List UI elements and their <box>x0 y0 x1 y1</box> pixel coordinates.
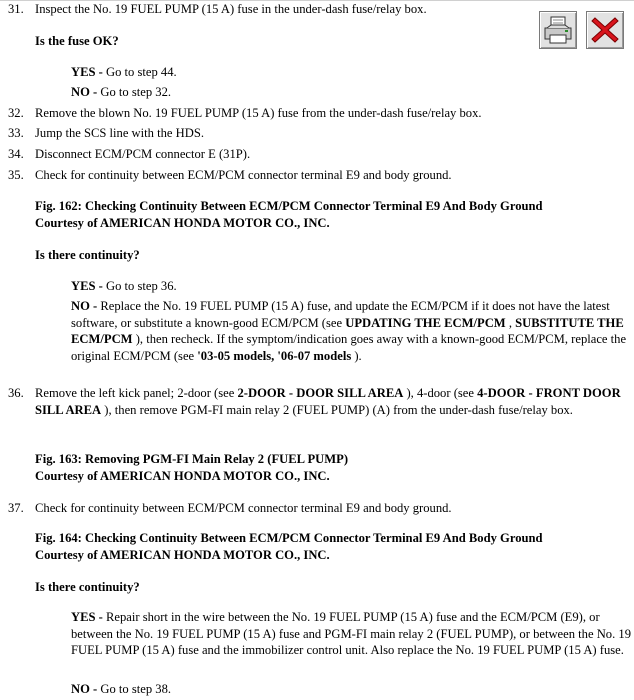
step-33 <box>8 125 628 142</box>
step-number: 31. <box>8 2 24 16</box>
step-text: Inspect the No. 19 FUEL PUMP (15 A) fuse in the under-dash fuse/relay box. <box>35 2 427 16</box>
step-number: 32. <box>8 106 24 120</box>
step-number: 37. <box>8 501 24 515</box>
figure-credit: Courtesy of AMERICAN HONDA MOTOR CO., INC. <box>35 468 330 483</box>
figure-162-caption <box>35 198 543 231</box>
close-x-icon <box>589 14 621 46</box>
step-text <box>35 385 628 418</box>
figure-title: Fig. 162: Checking Continuity Between ECM/PCM Connector Terminal E9 And Body Ground <box>35 199 543 213</box>
step-32 <box>8 105 628 122</box>
printer-icon <box>542 14 574 46</box>
figure-credit: Courtesy of AMERICAN HONDA MOTOR CO., INC. <box>35 547 330 562</box>
step-35 <box>8 167 628 184</box>
answer-label: YES - <box>71 279 103 293</box>
step-text-part: ), then remove PGM-FI main relay 2 (FUEL PUMP) (A) from the under-dash fuse/relay box. <box>101 402 573 417</box>
step-36 <box>8 385 628 418</box>
answer-31-no <box>71 84 631 101</box>
answer-label: NO - <box>71 299 98 313</box>
step-number: 35. <box>8 168 24 182</box>
link-updating-ecm-pcm[interactable]: UPDATING THE ECM/PCM <box>345 315 506 330</box>
question-37: Is there continuity? <box>35 580 140 594</box>
answer-text: ). <box>351 348 362 363</box>
step-number: 34. <box>8 147 24 161</box>
answer-text: Replace the No. 19 FUEL PUMP (15 A) fuse, and update the ECM/PCM if it does not have the latest software, or substitute a known-good ECM/PCM (see <box>71 299 610 330</box>
answer-31-yes <box>71 64 631 81</box>
link-4-door-front-sill-area[interactable]: 4-DOOR - FRONT DOOR SILL AREA <box>35 386 621 417</box>
answer-35-no <box>71 298 631 364</box>
answer-text: Repair short in the wire between the No. 19 FUEL PUMP (15 A) fuse and the ECM/PCM (E9), or between the No. 19 FUEL PUMP (15 A) fuse and PGM-FI main relay 2 (FUEL PUMP), or between the No. 19 FUEL PUMP (15 A) fuse and the immobilizer control unit. Also replace the No. 19 FUEL PUMP (15 A) fuse. <box>71 610 631 657</box>
answer-label: NO - <box>71 85 98 99</box>
step-text-part: ), 4-door (see <box>403 386 478 400</box>
figure-credit: Courtesy of AMERICAN HONDA MOTOR CO., INC. <box>35 215 330 230</box>
answer-text: , <box>505 315 516 330</box>
question-31: Is the fuse OK? <box>35 34 119 48</box>
step-text: Remove the blown No. 19 FUEL PUMP (15 A) fuse from the under-dash fuse/relay box. <box>35 106 482 120</box>
answer-text: ), then recheck. If the symptom/indication goes away with a known-good ECM/PCM, replace the original ECM/PCM (see <box>71 332 627 363</box>
step-text: Check for continuity between ECM/PCM connector terminal E9 and body ground. <box>35 501 452 515</box>
step-text-part: Remove the left kick panel; 2-door (see <box>35 386 238 400</box>
link-substitute-ecm-pcm[interactable]: SUBSTITUTE THE ECM/PCM <box>71 315 624 346</box>
step-text: Jump the SCS line with the HDS. <box>35 126 204 140</box>
answer-text: Go to step 36. <box>102 279 177 293</box>
figure-title: Fig. 163: Removing PGM-FI Main Relay 2 (FUEL PUMP) <box>35 452 349 466</box>
answer-37-no <box>71 681 631 698</box>
figure-164-caption <box>35 530 543 563</box>
answer-label: YES - <box>71 610 103 624</box>
step-text: Check for continuity between ECM/PCM connector terminal E9 and body ground. <box>35 168 452 182</box>
question-35: Is there continuity? <box>35 248 140 262</box>
step-text: Disconnect ECM/PCM connector E (31P). <box>35 147 251 161</box>
answer-text: Go to step 38. <box>97 682 172 696</box>
step-34 <box>8 146 628 163</box>
step-31 <box>8 1 628 18</box>
answer-label: NO - <box>71 682 98 696</box>
answer-text: Go to step 32. <box>97 85 172 99</box>
answer-label: YES - <box>71 65 103 79</box>
answer-text: Go to step 44. <box>102 65 177 79</box>
step-number: 33. <box>8 126 24 140</box>
link-2-door-sill-area[interactable]: 2-DOOR - DOOR SILL AREA <box>237 386 404 400</box>
link-models[interactable]: '03-05 models, '06-07 models <box>197 348 352 363</box>
figure-title: Fig. 164: Checking Continuity Between ECM/PCM Connector Terminal E9 And Body Ground <box>35 531 543 545</box>
figure-163-caption <box>35 451 348 484</box>
step-number: 36. <box>8 386 24 400</box>
answer-37-yes <box>71 609 631 659</box>
step-37 <box>8 500 628 517</box>
answer-35-yes <box>71 278 631 295</box>
